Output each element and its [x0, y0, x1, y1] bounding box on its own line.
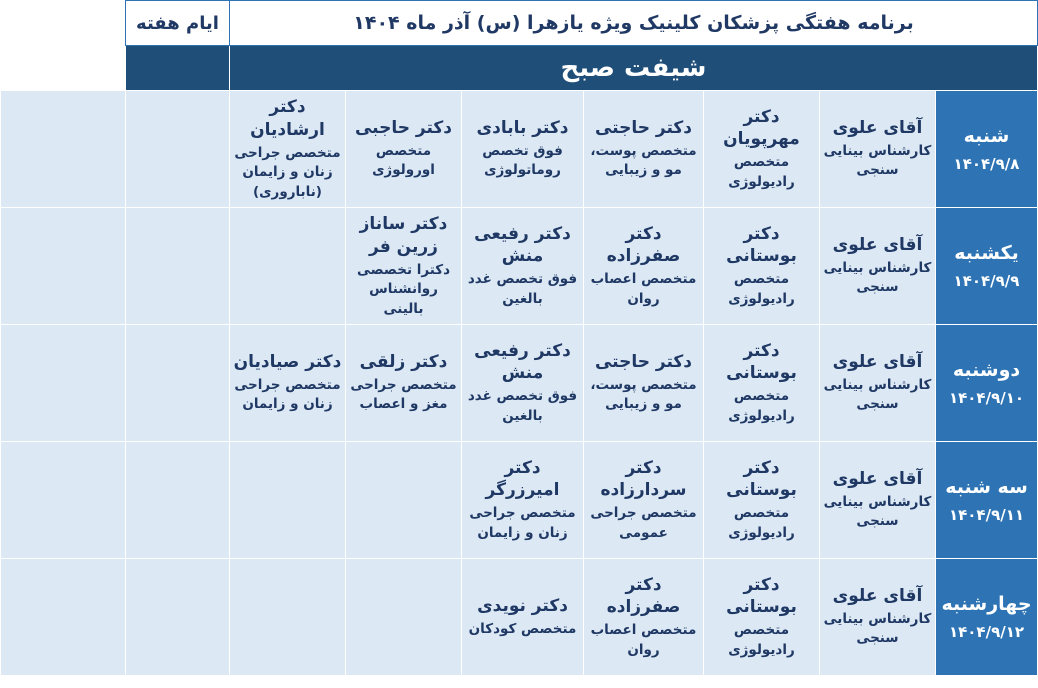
doctor-specialty: کارشناس بینایی سنجی: [823, 493, 932, 530]
doctor-name: دکتر ساناز زرین فر: [359, 213, 448, 257]
doctor-name: آقای علوی: [832, 585, 923, 606]
doctor-specialty: متخصص اورولوژی: [372, 142, 435, 179]
doctor-cell: [584, 91, 704, 208]
table-row: [1, 208, 1038, 325]
day-date: ۱۴۰۴/۹/۱۱: [948, 505, 1025, 524]
doctor-cell: [704, 91, 820, 208]
doctor-specialty: متخصص رادیولوژی: [728, 505, 795, 541]
doctor-name: دکتر صیادیان: [233, 351, 342, 372]
shift-row-spacer: [125, 46, 229, 91]
doctor-name: دکتر رفیعی منش: [474, 340, 571, 384]
doctor-name: آقای علوی: [832, 234, 923, 255]
doctor-cell: [346, 325, 462, 442]
day-date: ۱۴۰۴/۹/۱۰: [948, 388, 1025, 407]
day-cell: [936, 208, 1038, 325]
bottom-strip: [0, 676, 1038, 688]
empty-cell: [1, 442, 126, 559]
doctor-cell: [820, 559, 936, 676]
empty-cell: [125, 559, 229, 676]
empty-cell: [125, 442, 229, 559]
day-date: ۱۴۰۴/۹/۸: [953, 154, 1020, 173]
empty-cell: [229, 442, 345, 559]
doctor-cell: [820, 325, 936, 442]
empty-cell: [346, 442, 462, 559]
page-title: برنامه هفتگی پزشکان کلینیک ویژه یازهرا (س) آذر ماه ۱۴۰۴: [229, 1, 1037, 46]
doctor-cell: [584, 325, 704, 442]
doctor-name: دکتر حاجتی: [594, 351, 693, 372]
doctor-specialty: متخصص جراحی زنان و زایمان: [469, 505, 576, 541]
day-cell: [936, 91, 1038, 208]
doctor-specialty: دکترا تخصصی روانشناس بالینی: [356, 261, 451, 317]
doctor-specialty: متخصص جراحی عمومی: [590, 505, 697, 541]
shift-banner-row: [1, 46, 1038, 91]
empty-cell: [346, 559, 462, 676]
empty-cell: [125, 91, 229, 208]
day-name: یکشنبه: [954, 241, 1019, 264]
doctor-cell: [462, 325, 584, 442]
doctor-name: دکتر نویدی: [477, 595, 568, 616]
doctor-name: دکتر مهرپویان: [723, 106, 800, 150]
doctor-name: دکتر زلقی: [359, 351, 448, 372]
shift-label: شیفت صبح: [229, 46, 1037, 91]
doctor-specialty: متخصص رادیولوژی: [728, 271, 795, 307]
doctor-specialty: کارشناس بینایی سنجی: [823, 259, 932, 296]
doctor-cell: [820, 91, 936, 208]
days-column-header: ایام هفته: [125, 1, 229, 46]
doctor-cell: [229, 91, 345, 208]
empty-cell: [125, 325, 229, 442]
doctor-cell: [462, 559, 584, 676]
day-date: ۱۴۰۴/۹/۱۲: [948, 622, 1025, 641]
doctor-cell: [462, 91, 584, 208]
doctor-cell: [584, 442, 704, 559]
doctor-name: دکتر سردارزاده: [600, 457, 687, 501]
doctor-name: آقای علوی: [832, 351, 923, 372]
doctor-cell: [704, 559, 820, 676]
doctor-specialty: کارشناس بینایی سنجی: [823, 376, 932, 413]
doctor-cell: [462, 442, 584, 559]
doctor-specialty: متخصص رادیولوژی: [728, 388, 795, 424]
doctor-cell: [462, 208, 584, 325]
day-cell: [936, 442, 1038, 559]
empty-cell: [229, 559, 345, 676]
day-date: ۱۴۰۴/۹/۹: [953, 271, 1020, 290]
doctor-cell: [820, 442, 936, 559]
doctor-specialty: متخصص رادیولوژی: [728, 154, 795, 190]
table-row: [1, 559, 1038, 676]
doctor-name: دکتر حاجتی: [594, 117, 693, 138]
doctor-specialty: متخصص اعصاب روان: [590, 271, 697, 307]
table-row: [1, 442, 1038, 559]
doctor-cell: [704, 442, 820, 559]
table-row: [1, 91, 1038, 208]
doctor-cell: [346, 91, 462, 208]
doctor-cell: [584, 208, 704, 325]
doctor-name: آقای علوی: [832, 468, 923, 489]
doctor-specialty: متخصص پوست، مو و زیبایی: [590, 142, 697, 179]
doctor-specialty: متخصص کودکان: [468, 620, 577, 637]
doctor-specialty: متخصص رادیولوژی: [728, 622, 795, 658]
doctor-specialty: فوق تخصص روماتولوژی: [482, 142, 563, 179]
title-row: [1, 1, 1038, 46]
empty-cell: [1, 559, 126, 676]
doctor-specialty: متخصص جراحی زنان و زایمان (ناباروری): [234, 144, 341, 200]
day-name: دوشنبه: [952, 358, 1021, 381]
doctor-name: دکتر صفرزاده: [606, 574, 681, 618]
doctor-specialty: متخصص پوست، مو و زیبایی: [590, 376, 697, 413]
doctor-cell: [346, 208, 462, 325]
doctor-specialty: کارشناس بینایی سنجی: [823, 610, 932, 647]
doctor-specialty: فوق تخصص غدد بالغین: [467, 271, 578, 307]
day-cell: [936, 325, 1038, 442]
doctor-name: دکتر بوستانی: [726, 574, 797, 618]
empty-cell: [229, 208, 345, 325]
day-cell: [936, 559, 1038, 676]
doctor-specialty: متخصص جراحی زنان و زایمان: [234, 376, 341, 413]
doctor-name: دکتر بابادی: [476, 117, 569, 138]
doctor-name: آقای علوی: [832, 117, 923, 138]
doctor-name: دکتر بوستانی: [726, 223, 797, 267]
day-name: چهارشنبه: [941, 592, 1032, 615]
day-name: شنبه: [963, 124, 1010, 147]
doctor-name: دکتر حاجبی: [354, 117, 453, 138]
doctor-specialty: کارشناس بینایی سنجی: [823, 142, 932, 179]
table-row: [1, 325, 1038, 442]
doctor-name: دکتر بوستانی: [726, 340, 797, 384]
doctor-specialty: فوق تخصص غدد بالغین: [467, 388, 578, 424]
doctor-name: دکتر امیرزرگر: [485, 457, 560, 501]
empty-cell: [1, 91, 126, 208]
doctor-name: دکتر ارشادیان: [250, 96, 325, 140]
doctor-cell: [584, 559, 704, 676]
doctor-specialty: متخصص جراحی مغز و اعصاب: [350, 376, 457, 413]
doctor-specialty: متخصص اعصاب روان: [590, 622, 697, 658]
doctor-name: دکتر صفرزاده: [606, 223, 681, 267]
doctor-cell: [820, 208, 936, 325]
empty-cell: [125, 208, 229, 325]
empty-cell: [1, 208, 126, 325]
day-name: سه شنبه: [945, 475, 1028, 498]
doctor-cell: [704, 208, 820, 325]
doctor-name: دکتر بوستانی: [726, 457, 797, 501]
empty-cell: [1, 325, 126, 442]
doctor-cell: [229, 325, 345, 442]
doctor-name: دکتر رفیعی منش: [474, 223, 571, 267]
doctor-cell: [704, 325, 820, 442]
